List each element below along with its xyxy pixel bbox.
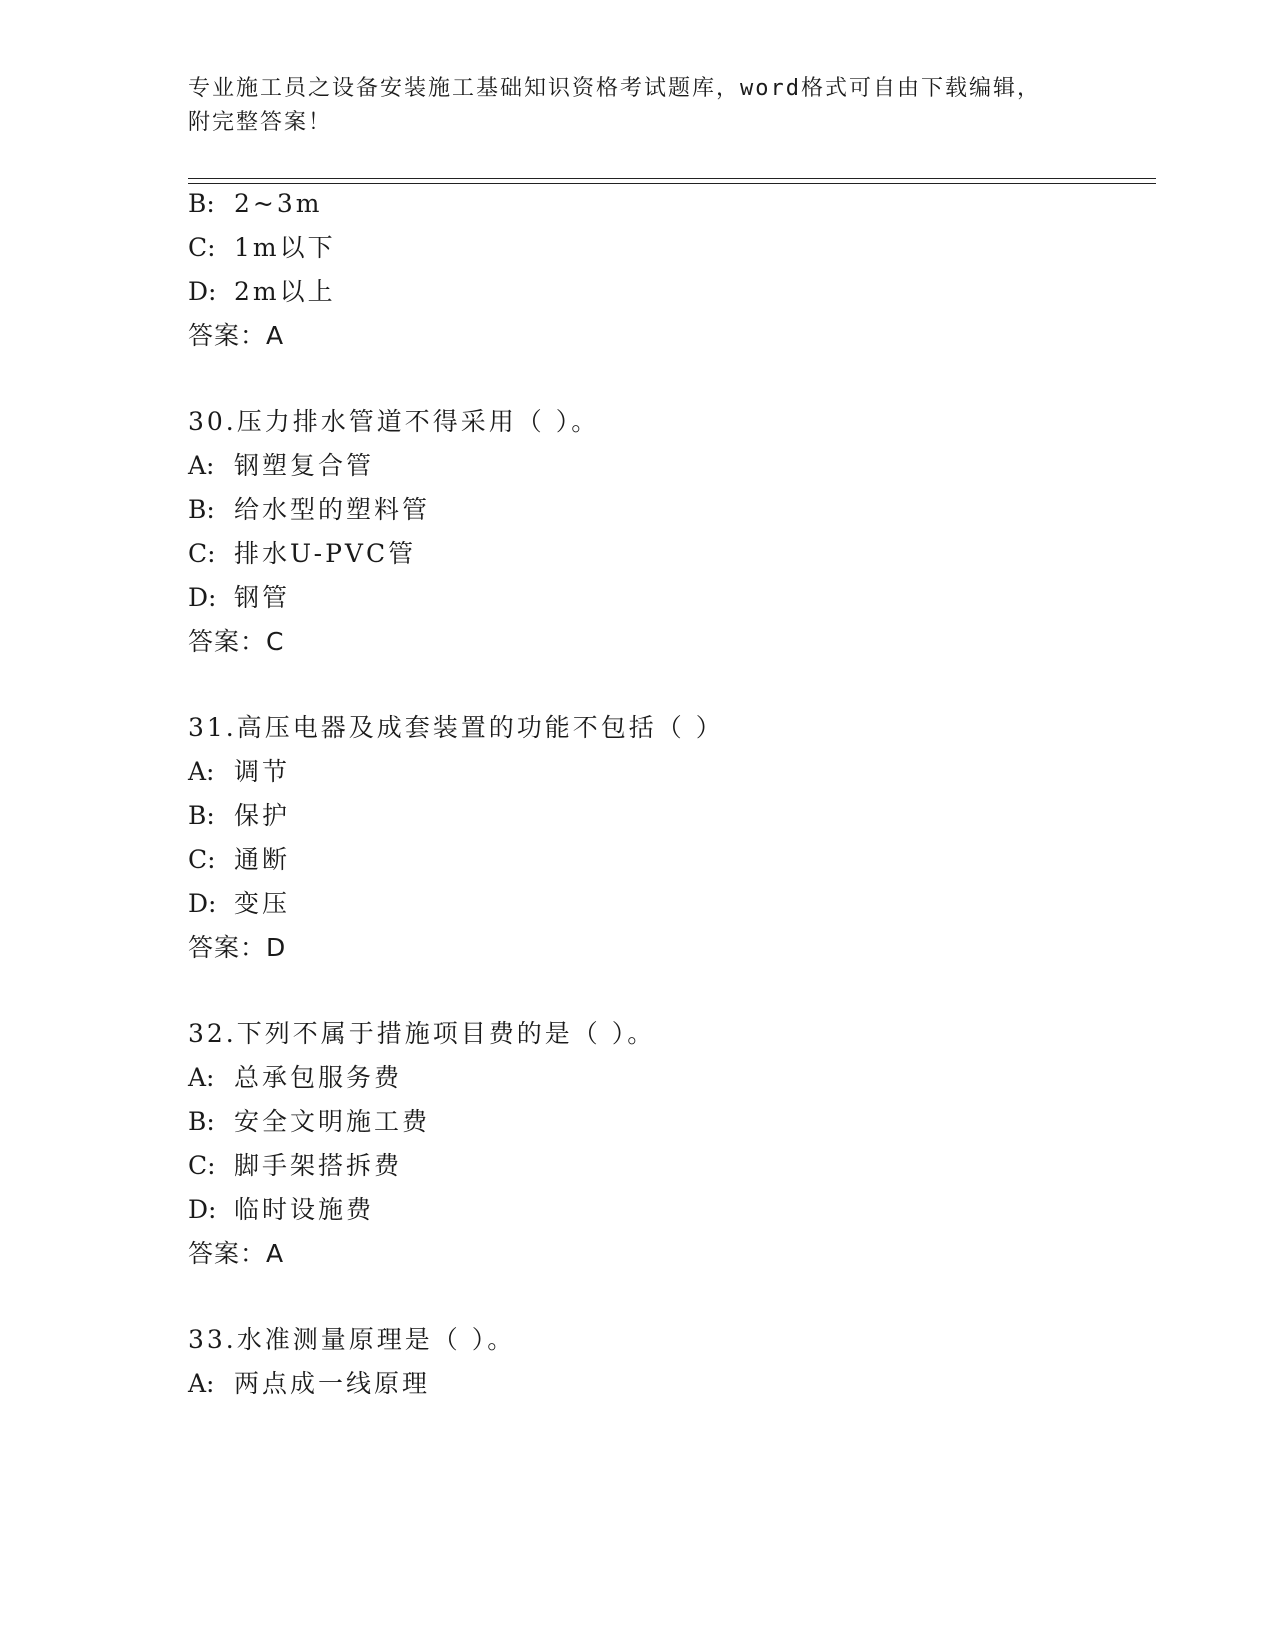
option-text: 安全文明施工费: [234, 1107, 431, 1136]
option-text: 保护: [234, 801, 291, 830]
option-text: 调节: [234, 757, 291, 786]
header-line-1: 专业施工员之设备安装施工基础知识资格考试题库，word格式可自由下载编辑，: [188, 76, 1041, 101]
option-label: D:: [188, 583, 217, 612]
option-label: B:: [188, 1107, 215, 1136]
question-31: 31.高压电器及成套装置的功能不包括（ ）: [188, 713, 724, 742]
option-a: [188, 1062, 402, 1094]
option-a: [188, 1368, 430, 1400]
option-c: [188, 232, 336, 264]
option-label: D:: [188, 889, 217, 918]
option-text: 2~3m: [234, 189, 323, 218]
option-text: 通断: [234, 845, 291, 874]
option-label: C:: [188, 1151, 216, 1180]
question-30: 30.压力排水管道不得采用（ ）。: [188, 407, 600, 436]
option-b: [188, 1106, 430, 1138]
option-text: 钢塑复合管: [234, 451, 375, 480]
option-label: C:: [188, 845, 216, 874]
option-d: [188, 582, 290, 614]
document-header: [188, 72, 1088, 140]
option-b: [188, 188, 322, 220]
option-label: A:: [188, 1369, 215, 1398]
answer-line: 答案：C: [188, 627, 285, 656]
question-33: 33.水准测量原理是（ ）。: [188, 1325, 516, 1354]
option-text: 两点成一线原理: [234, 1369, 431, 1398]
option-d: [188, 888, 290, 920]
answer-line: 答案：A: [188, 1239, 285, 1268]
option-c: [188, 538, 416, 570]
option-text: 排水U-PVC管: [234, 539, 417, 568]
option-c: [188, 844, 290, 876]
answer-line: 答案：A: [188, 321, 285, 350]
option-text: 1m以下: [234, 233, 336, 262]
option-text: 钢管: [234, 583, 291, 612]
option-b: [188, 494, 430, 526]
option-label: C:: [188, 233, 216, 262]
option-label: B:: [188, 189, 215, 218]
option-text: 给水型的塑料管: [234, 495, 431, 524]
header-divider-bottom: [188, 183, 1156, 184]
option-b: [188, 800, 290, 832]
option-label: A:: [188, 451, 215, 480]
option-d: [188, 276, 336, 308]
question-32: 32.下列不属于措施项目费的是（ ）。: [188, 1019, 656, 1048]
option-label: A:: [188, 757, 215, 786]
option-label: B:: [188, 495, 215, 524]
option-text: 2m以上: [234, 277, 336, 306]
option-text: 总承包服务费: [234, 1063, 403, 1092]
option-a: [188, 756, 290, 788]
option-c: [188, 1150, 402, 1182]
option-text: 脚手架搭拆费: [234, 1151, 403, 1180]
option-a: [188, 450, 374, 482]
header-divider-top: [188, 178, 1156, 179]
option-label: B:: [188, 801, 215, 830]
option-text: 临时设施费: [234, 1195, 375, 1224]
option-label: A:: [188, 1063, 215, 1092]
option-text: 变压: [234, 889, 291, 918]
header-line-2: 附完整答案！: [188, 110, 333, 135]
option-label: D:: [188, 277, 217, 306]
option-label: D:: [188, 1195, 217, 1224]
option-label: C:: [188, 539, 216, 568]
option-d: [188, 1194, 374, 1226]
answer-line: 答案：D: [188, 933, 287, 962]
